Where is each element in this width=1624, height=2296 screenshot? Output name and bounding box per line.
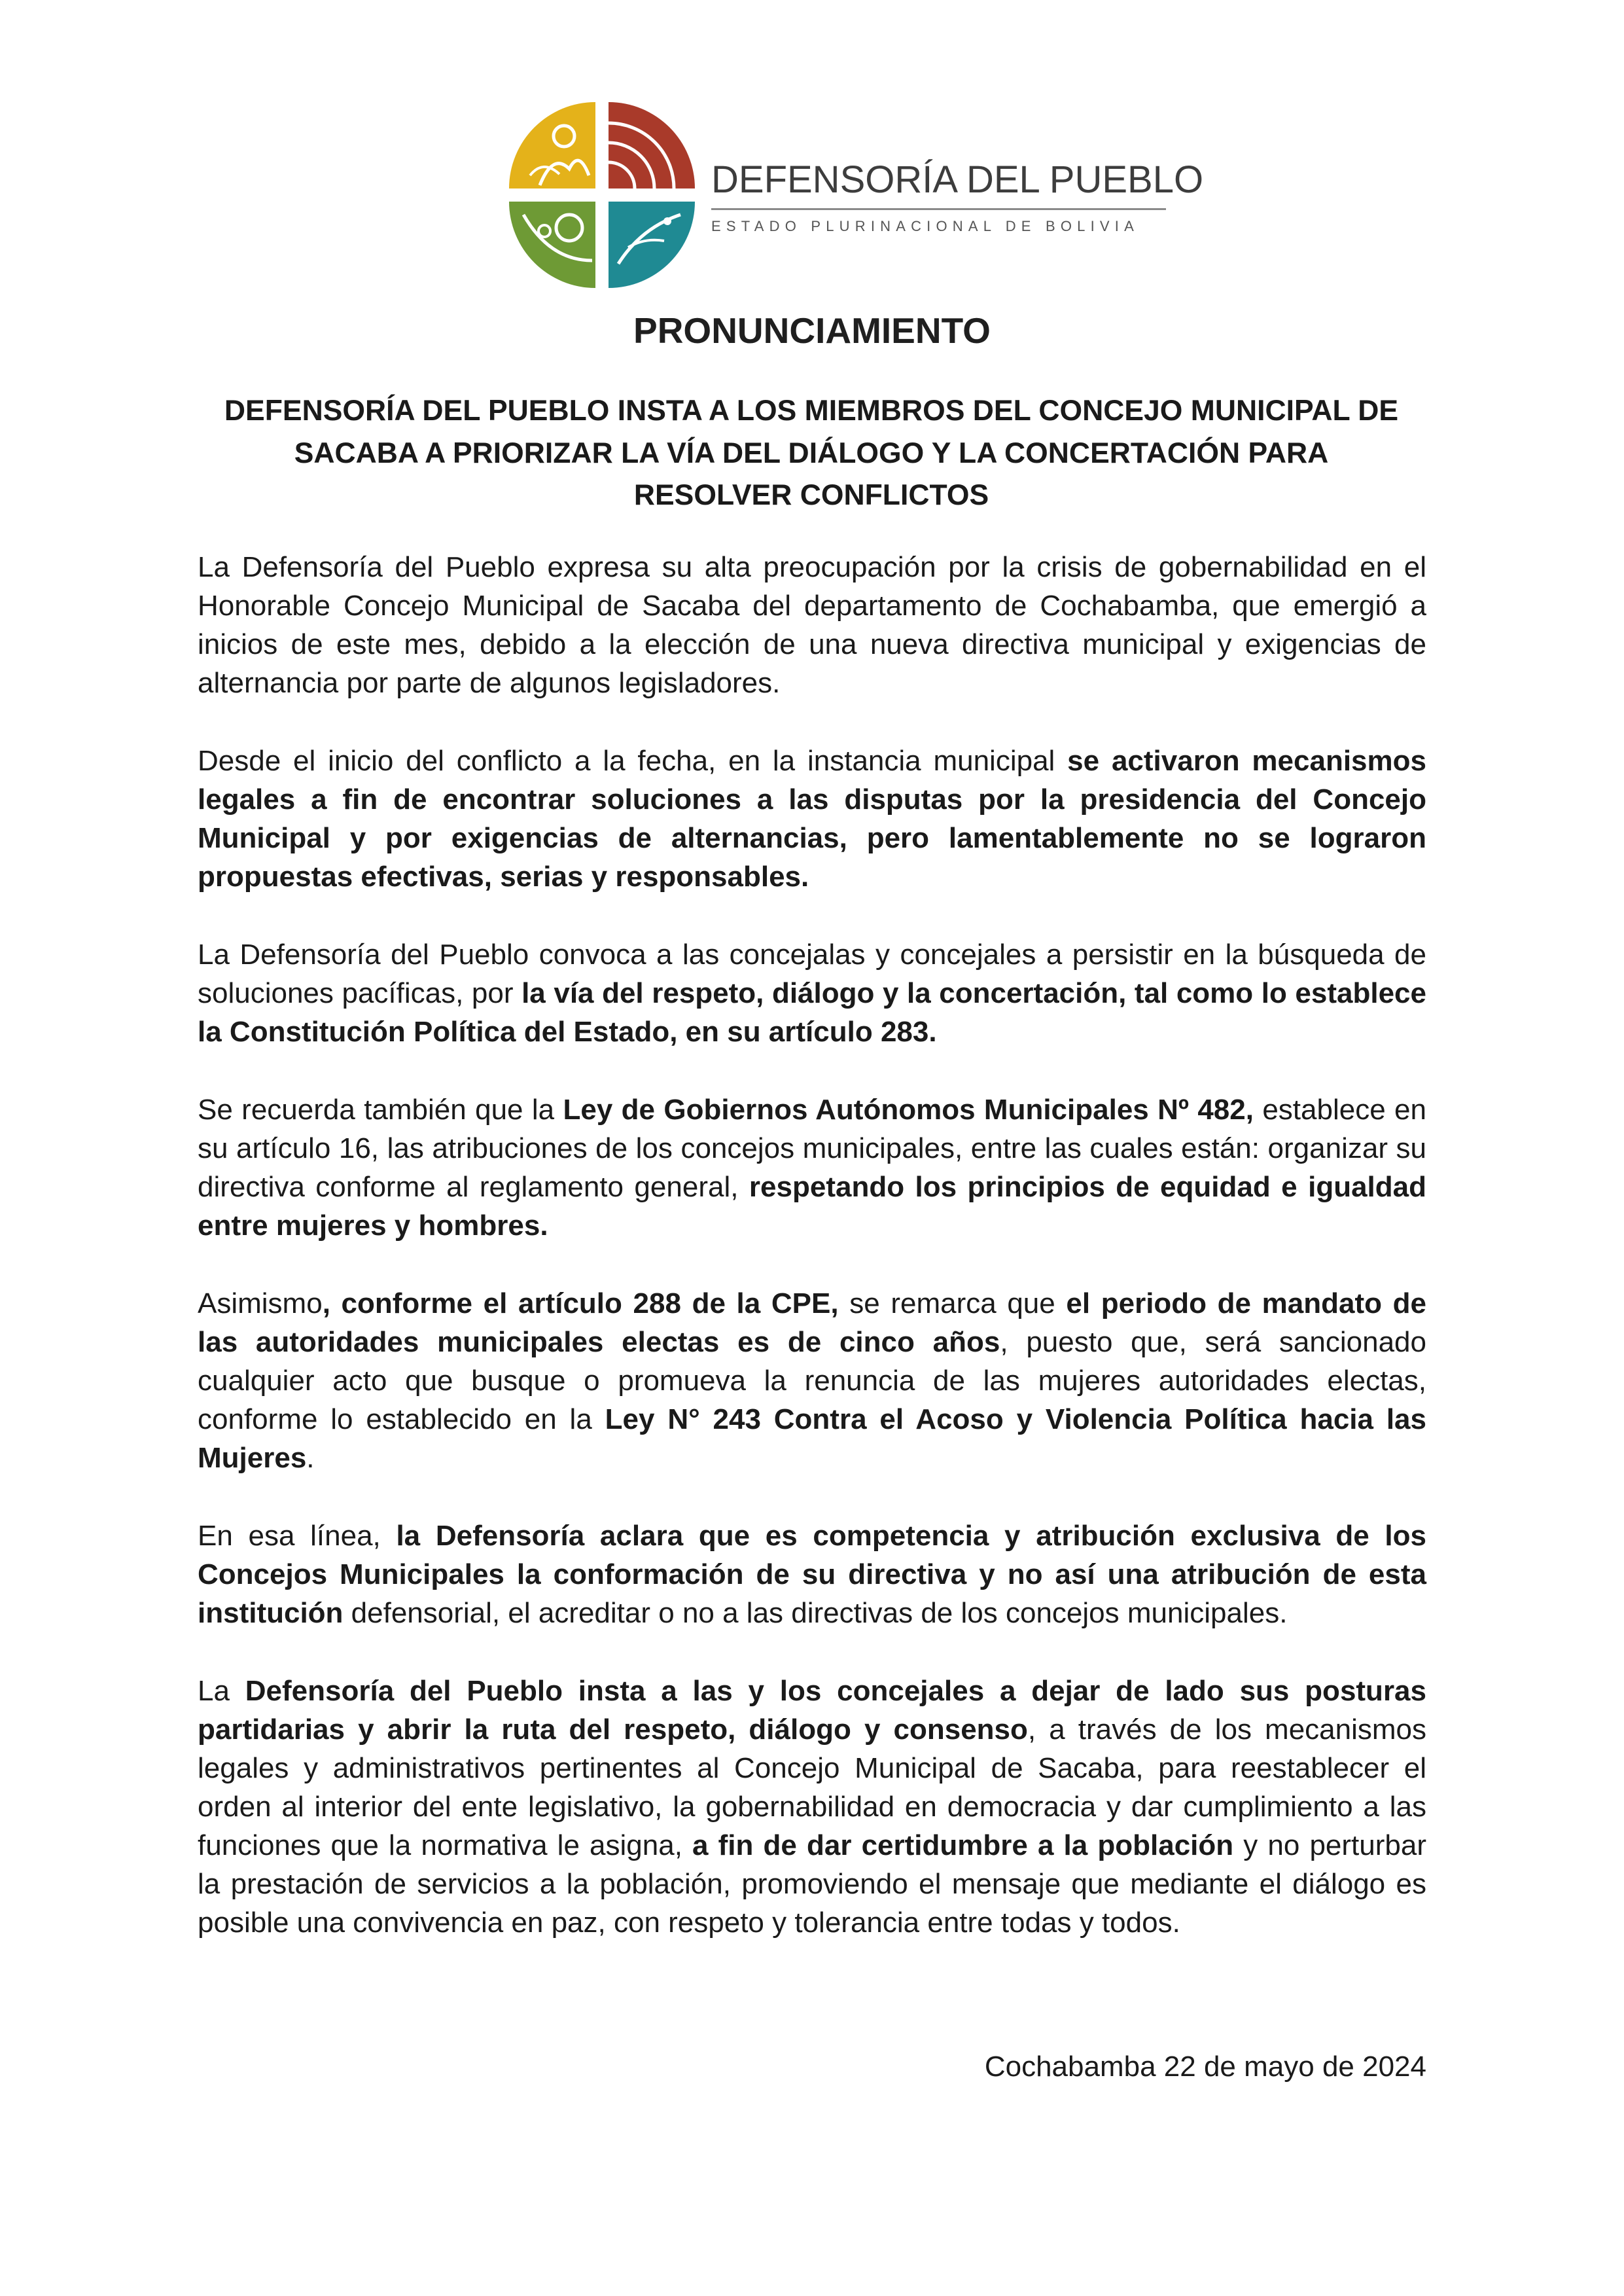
paragraph-text: defensorial, el acreditar o no a las directivas de los concejos municipales. bbox=[343, 1597, 1288, 1629]
paragraph-text: En esa línea, bbox=[198, 1520, 397, 1552]
institution-subtitle: ESTADO PLURINACIONAL DE BOLIVIA bbox=[711, 218, 1139, 234]
press-release-headline bbox=[190, 390, 1433, 517]
emphasized-text: el periodo de mandato de las autoridades municipales electas es de cinco años bbox=[198, 1287, 1426, 1358]
institution-name: DEFENSORÍA DEL PUEBLO bbox=[711, 158, 1204, 201]
paragraph-text: La Defensoría del Pueblo expresa su alta preocupación por la crisis de gobernabilidad en el Honorable Concejo Municipal de Sacaba del departamento de Cochabamba, que emergió a inicios de este mes, debido a la elección de una nueva directiva municipal y exigencias de alternancia por parte de algunos legisladores. bbox=[198, 551, 1426, 699]
body-paragraph bbox=[198, 548, 1426, 702]
emphasized-text: la vía del respeto, diálogo y la concertación, tal como lo establece la Constitución Política del Estado, en su artículo 283. bbox=[198, 977, 1426, 1048]
headline-line: SACABA A PRIORIZAR LA VÍA DEL DIÁLOGO Y LA CONCERTACIÓN PARA bbox=[294, 437, 1329, 469]
body-paragraph bbox=[198, 935, 1426, 1051]
paragraph-text: y no perturbar la prestación de servicios a la población, promoviendo el mensaje que mediante el diálogo es posible una convivencia en paz, con respeto y tolerancia entre todas y todos. bbox=[198, 1829, 1426, 1939]
emphasized-text: Defensoría del Pueblo insta a las y los concejales a dejar de lado sus posturas partidarias y abrir la ruta del respeto, diálogo y consenso bbox=[198, 1675, 1427, 1746]
body-paragraph bbox=[198, 742, 1426, 896]
paragraph-text: Asimismo bbox=[198, 1287, 323, 1319]
paragraph-text: establece en su artículo 16, las atribuciones de los concejos municipales, entre las cuales están: organizar su directiva conforme al reglamento general, bbox=[198, 1094, 1426, 1203]
paragraph-text: , a través de los mecanismos legales y administrativos pertinentes al Concejo Municipal de Sacaba, para reestablecer el orden al interior del ente legislativo, la gobernabilidad en democracia y dar cumplimiento a las funciones que la normativa le asigna, bbox=[198, 1713, 1427, 1861]
headline-line: DEFENSORÍA DEL PUEBLO INSTA A LOS MIEMBROS DEL CONCEJO MUNICIPAL DE bbox=[224, 395, 1399, 427]
institution-logo bbox=[504, 97, 1204, 293]
paragraph-text: , puesto que, será sancionado cualquier acto que busque o promueva la renuncia de las mujeres autoridades electas, conforme lo establecido en la bbox=[198, 1326, 1427, 1435]
emphasized-text: la Defensoría aclara que es competencia y atribución exclusiva de los Concejos Municipales la conformación de su directiva y no así una atribución de esta institución bbox=[198, 1520, 1426, 1629]
emphasized-text: a fin de dar certidumbre a la población bbox=[692, 1829, 1234, 1861]
place-and-date: Cochabamba 22 de mayo de 2024 bbox=[984, 2051, 1426, 2083]
emphasized-text: se activaron mecanismos legales a fin de encontrar soluciones a las disputas por la presidencia del Concejo Municipal y por exigencias de alternancias, pero lamentablemente no se lograron propuestas efectivas, serias y responsables. bbox=[198, 745, 1427, 893]
document-type-heading: PRONUNCIAMIENTO bbox=[633, 310, 991, 351]
body-paragraph bbox=[198, 1516, 1426, 1632]
emphasized-text: Ley de Gobiernos Autónomos Municipales Nº 482, bbox=[563, 1094, 1254, 1126]
body-paragraph bbox=[198, 1284, 1426, 1477]
paragraph-text: La bbox=[198, 1675, 245, 1707]
logo-divider bbox=[711, 208, 1166, 210]
headline-line: RESOLVER CONFLICTOS bbox=[633, 479, 989, 511]
body-paragraph bbox=[198, 1090, 1426, 1245]
paragraph-text: se remarca que bbox=[838, 1287, 1067, 1319]
emphasized-text: Ley N° 243 Contra el Acoso y Violencia Política hacia las Mujeres bbox=[198, 1403, 1426, 1474]
paragraph-text: La Defensoría del Pueblo convoca a las concejalas y concejales a persistir en la búsqueda de soluciones pacíficas, por bbox=[198, 939, 1426, 1009]
paragraph-text: Se recuerda también que la bbox=[198, 1094, 563, 1126]
paragraph-text: . bbox=[306, 1442, 315, 1474]
paragraph-text: Desde el inicio del conflicto a la fecha, en la instancia municipal bbox=[198, 745, 1068, 777]
defensoria-emblem-icon bbox=[504, 97, 700, 293]
body-paragraph bbox=[198, 1672, 1426, 1942]
document-body bbox=[198, 548, 1426, 1981]
emphasized-text: , conforme el artículo 288 de la CPE, bbox=[322, 1287, 839, 1319]
emphasized-text: respetando los principios de equidad e igualdad entre mujeres y hombres. bbox=[198, 1171, 1426, 1242]
